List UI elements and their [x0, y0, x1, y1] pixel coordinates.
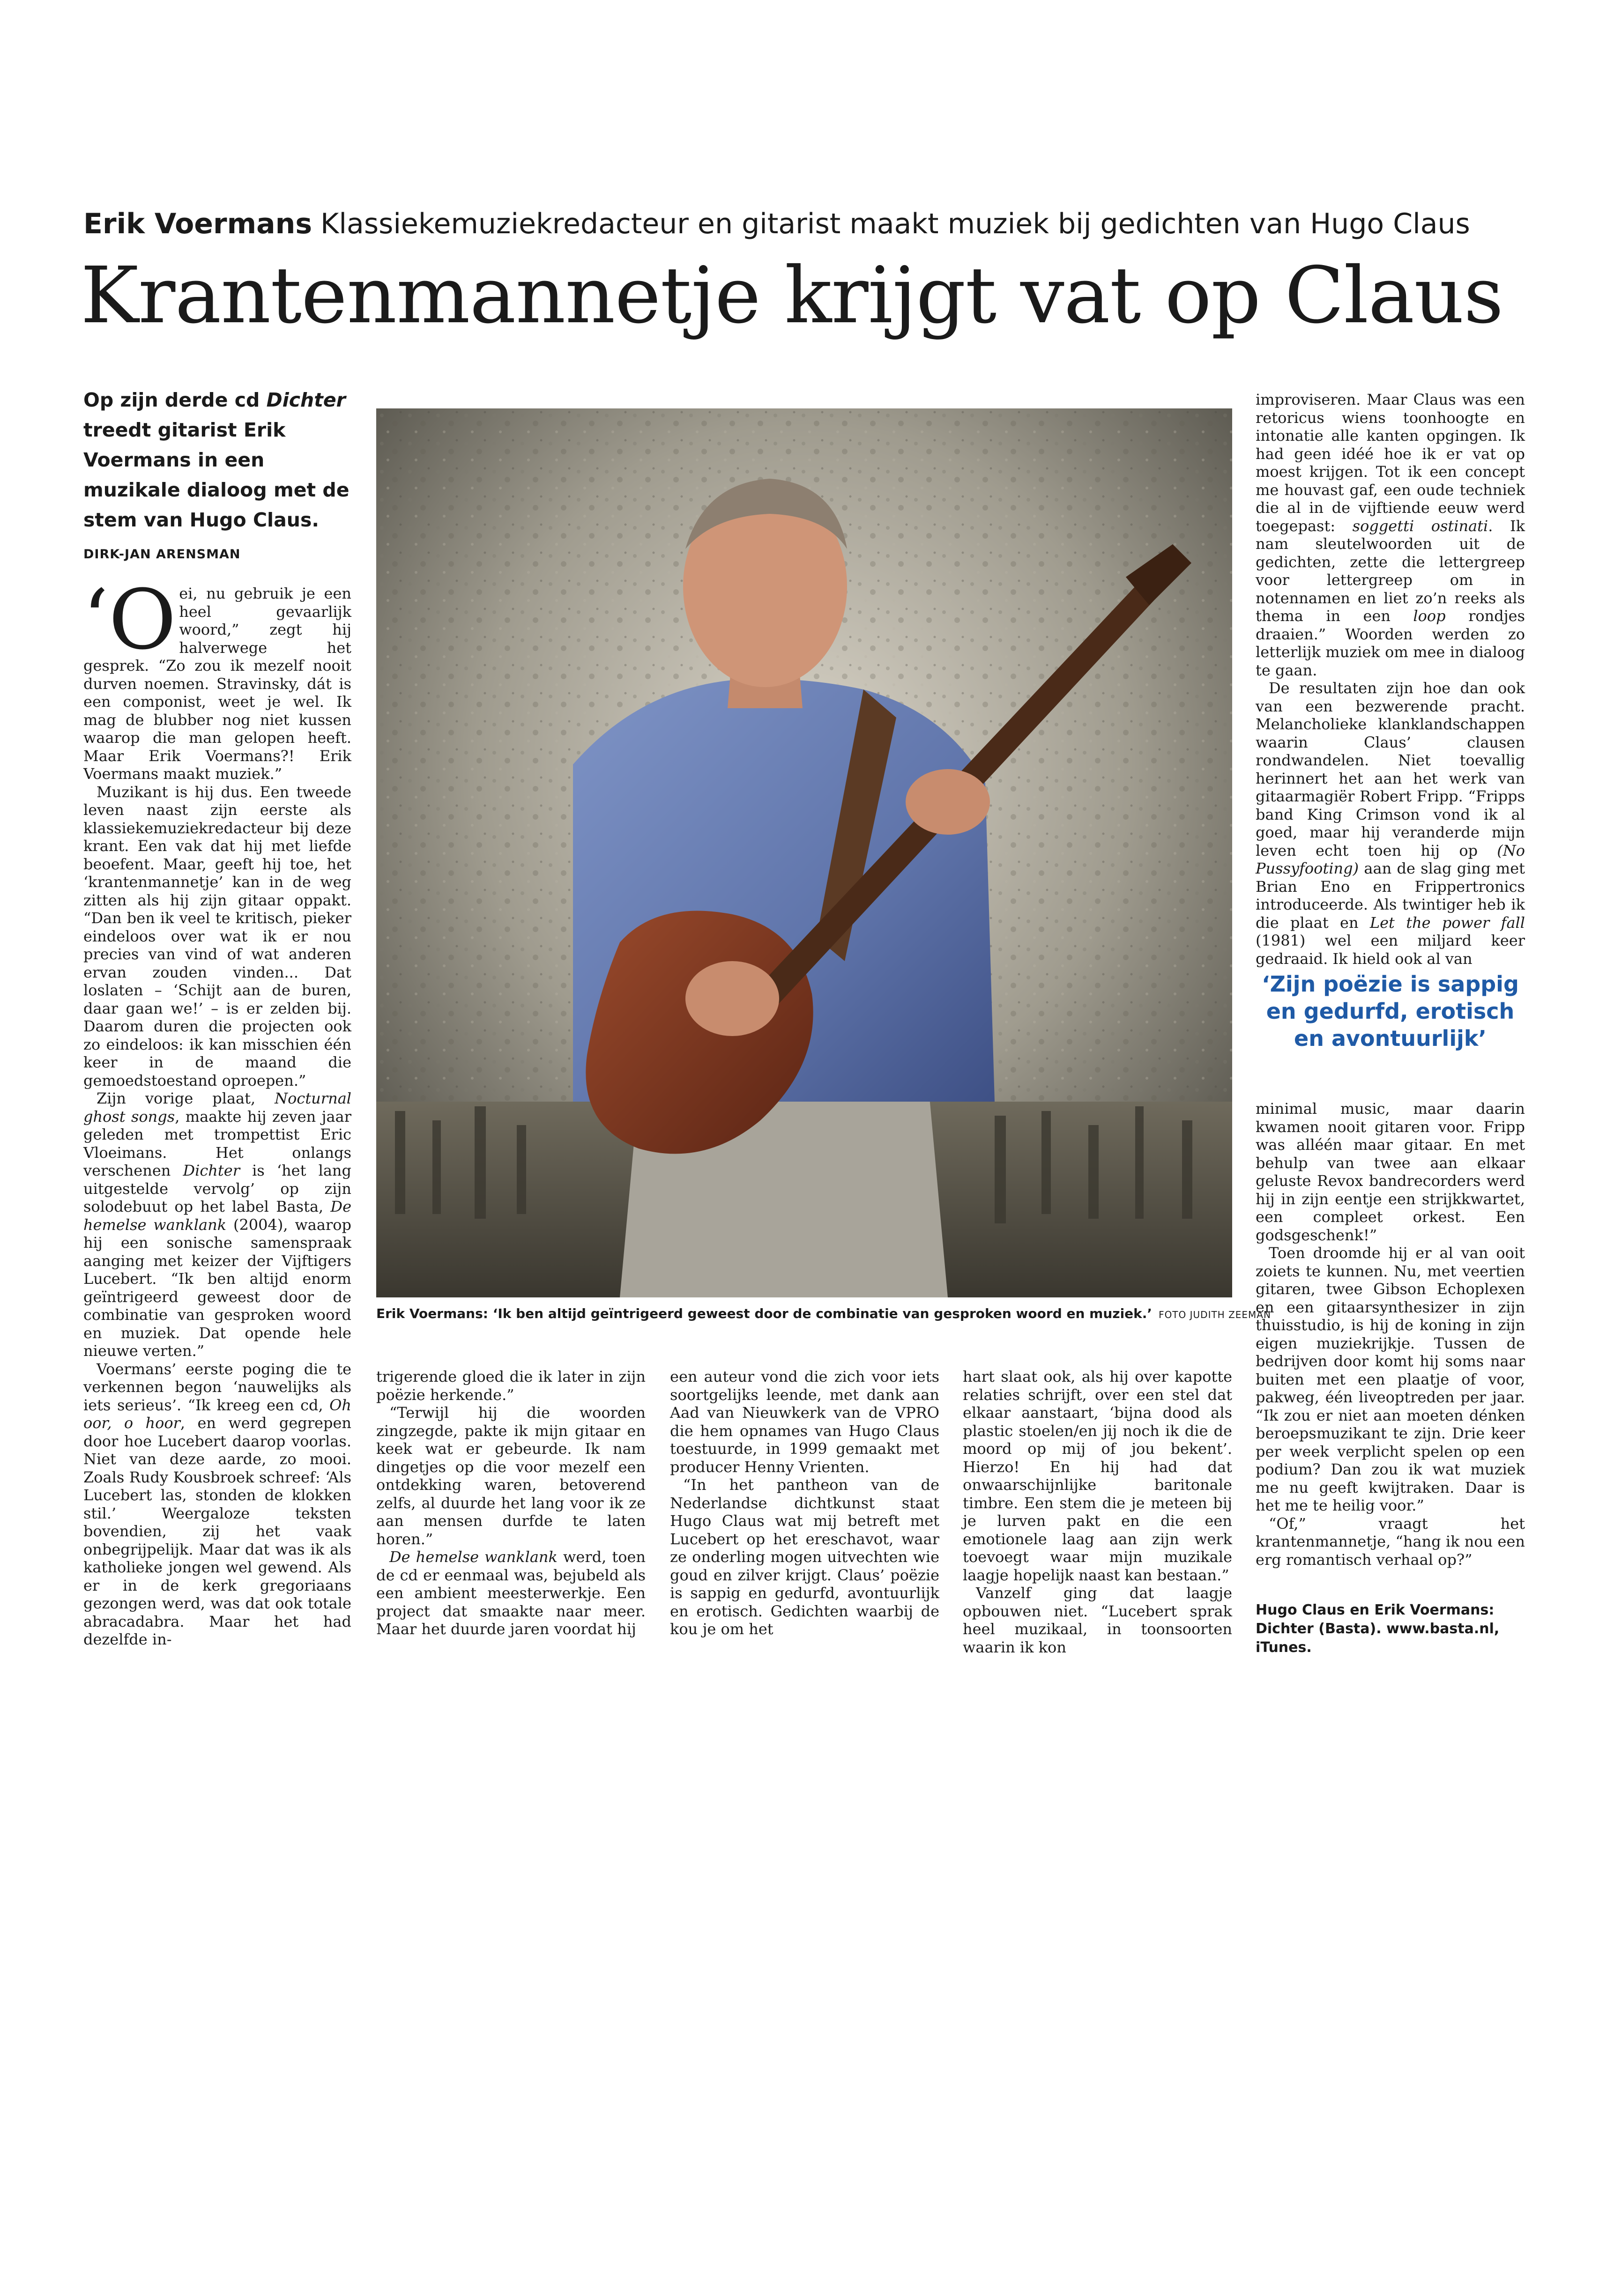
col1-p1: ei, nu gebruik je een heel gevaarlijk woord,” zegt hij halverwege het gesprek. “Zo zou ik mezelf nooit durven noemen. Stravinsky, dát is een componist, weet je wel. Ik mag de blubber nog niet kussen waarop die man gelopen heeft. Maar Erik Voermans?! Erik Voermans maakt muziek.”: [83, 585, 351, 783]
text: . Ik nam sleutelwoorden uit de gedichten, zette die lettergreep voor lettergreep om in notennamen en liet zo’n reeks als thema in een: [1256, 517, 1525, 625]
pull-quote: ‘Zijn poëzie is sappig en gedurfd, erotisch en avontuurlijk’: [1262, 971, 1519, 1051]
photo-erik-voermans: [376, 408, 1232, 1297]
text: Voermans’ eerste poging die te verkennen begon ‘nauwelijks als iets serieus’. “Ik kreeg een cd,: [83, 1360, 351, 1414]
text: (1981) wel een miljard keer gedraaid. Ik hield ook al van: [1256, 932, 1525, 968]
intro: [83, 385, 364, 535]
paragraph: minimal music, maar daarin kwamen nooit gitaren voor. Fripp was alléén maar gitaar. En met behulp van twee aan elkaar geluste Revox bandrecorders werd hij in zijn eentje een strijkkwartet, een compleet orkest. Een godsgeschenk!”: [1256, 1100, 1525, 1244]
caption-text: Erik Voermans: ‘Ik ben altijd geïntrigeerd geweest door de combinatie van gesproken woord en muziek.’: [376, 1306, 1153, 1321]
intro-part1: Op zijn derde cd: [83, 389, 267, 411]
album-title: Nocturnal ghost songs: [83, 1089, 351, 1126]
column-4: [963, 1368, 1232, 1656]
album-title: Oh oor, o hoor: [83, 1396, 351, 1432]
column-2: [376, 1368, 646, 1638]
album-title: De hemelse wanklank: [389, 1548, 558, 1566]
paragraph: trigerende gloed die ik later in zijn poëzie herkende.”: [376, 1368, 646, 1404]
paragraph: [1256, 391, 1525, 679]
paragraph: Toen droomde hij er al van ooit zoiets te kunnen. Nu, met veertien gitaren, twee Gibson Echoplexen en een gitaarsynthesizer in zijn thuisstudio, is hij de koning in zijn eigen muziekrijkje. Tussen de bedrijven door komt hij soms naar buiten met een plaatje of voor, pakweg, één liveoptreden per jaar. “Ik zou er niet aan moeten dénken beroepsmuzikant te zijn. Drie keer per week verplicht spelen op een podium? Dan zou ik wat muziek me nu geeft kwijtraken. Daar is het me te heilig voor.”: [1256, 1244, 1525, 1514]
text: (2004), waarop hij een sonische samenspraak aanging met keizer der Vijftigers Lucebert. “Ik ben altijd enorm geïntrigeerd geweest door de combinatie van gesproken woord en muziek. Dat opende hele nieuwe verten.”: [83, 1215, 351, 1360]
paragraph: [83, 1089, 351, 1360]
photo-caption: [376, 1305, 1271, 1324]
drop-cap: ‘O: [82, 572, 177, 668]
text: Zijn vorige plaat,: [97, 1089, 275, 1107]
column-3: [670, 1368, 939, 1638]
text: is ‘het lang uitgestelde vervolg’ op zijn solodebuut op het label Basta,: [83, 1162, 352, 1215]
photo-illustration: [376, 408, 1232, 1297]
text: werd, toen de cd er eenmaal was, bejubeld als een ambient meesterwerkje. Een project dat smaakte naar meer. Maar het duurde jaren voordat hij: [376, 1548, 646, 1638]
text: , en werd gegrepen door hoe Lucebert daarop voorlas. Niet van deze aarde, zo mooi. Zoals Rudy Kousbroek schreef: ‘Als Lucebert las, stonden de klokken stil.’ Weergaloze teksten bovendien, zij het vaak onbegrijpelijk. Maar dat was ik als katholieke jongen wel gewend. Als er in de kerk gregoriaans gezongen werd, was dat ook totale abracadabra. Maar het had dezelfde in-: [83, 1414, 352, 1648]
intro-part2: treedt gitarist Erik Voermans in een muzikale dialoog met de stem van Hugo Claus.: [83, 419, 350, 531]
paragraph: [376, 1548, 646, 1638]
album-title: Dichter: [183, 1162, 240, 1179]
album-credit: Hugo Claus en Erik Voermans: Dichter (Basta). www.basta.nl, iTunes.: [1256, 1602, 1500, 1656]
paragraph: een auteur vond die zich voor iets soortgelijks leende, met dank aan Aad van Nieuwkerk van de VPRO die hem opnames van Hugo Claus toestuurde, in 1999 gemaakt met producer Henny Vrienten.: [670, 1368, 939, 1476]
photo-credit: FOTO JUDITH ZEEMAN: [1159, 1309, 1271, 1320]
kicker-line: [83, 205, 1526, 243]
text: rondjes draaien.” Woorden werden zo letterlijk muziek om mee in dialoog te gaan.: [1256, 607, 1525, 679]
paragraph: [1256, 679, 1525, 968]
paragraph: “In het pantheon van de Nederlandse dichtkunst staat Hugo Claus wat mij betreft met Lucebert op het ereschavot, waar ze onderling mogen uitvechten wie goud en zilver krijgt. Claus’ poëzie is sappig en gedurfd, avontuurlijk en erotisch. Gedichten waarbij de kou je om het: [670, 1476, 939, 1638]
paragraph: Vanzelf ging dat laagje opbouwen niet. “Lucebert sprak heel muzikaal, in toonsoorten waarin ik kon: [963, 1584, 1232, 1656]
album-title: Let the power fall: [1369, 913, 1525, 932]
column-1: [82, 572, 352, 1649]
kicker-name: Erik Voermans: [83, 207, 312, 240]
byline: DIRK-JAN ARENSMAN: [83, 547, 241, 562]
column-5-continued: [1256, 1100, 1525, 1569]
term: soggetti ostinati: [1352, 517, 1488, 535]
text: , maakte hij zeven jaar geleden met trompettist Eric Vloeimans. Het onlangs verschenen: [83, 1107, 352, 1179]
text: aan de slag ging met Brian Eno en Frippertronics introduceerde. Als twintiger heb ik die plaat en: [1256, 859, 1525, 932]
text: improviseren. Maar Claus was een retoricus wiens toonhoogte en intonatie alle kanten opgingen. Ik had geen idéé hoe ik er vat op moest krijgen. Tot ik een concept me houvast gaf, een oude techniek die al in de vijftiende eeuw werd toegepast:: [1256, 391, 1525, 535]
paragraph: Muzikant is hij dus. Een tweede leven naast zijn eerste als klassiekemuziekredacteur bij deze krant. Een vak dat hij met liefde beoefent. Maar, geeft hij toe, het ‘krantenmannetje’ kan in de weg zitten als hij zijn gitaar oppakt. “Dan ben ik veel te kritisch, pieker eindeloos over wat ik er nou precies van vind of wat anderen ervan zouden vinden... Dat loslaten – ‘Schijt aan de buren, daar gaan we!’ – is er zelden bij. Daarom duren die projecten ook zo eindeloos: ik kan misschien één keer in de maand die gemoedstoestand oproepen.”: [83, 783, 351, 1089]
paragraph: [82, 572, 351, 783]
paragraph: “Terwijl hij die woorden zingzegde, pakte ik mijn gitaar en keek wat er gebeurde. Ik nam dingetjes op die voor mezelf een ontdekking waren, betoverend zelfs, al duurde het lang voor ik ze aan mensen durfde te laten horen.”: [376, 1404, 646, 1548]
term: loop: [1413, 607, 1446, 625]
paragraph: “Of,” vraagt het krantenmannetje, “hang ik nou een erg romantisch verhaal op?”: [1256, 1514, 1525, 1569]
intro-title: Dichter: [266, 389, 346, 411]
paragraph: hart slaat ook, als hij over kapotte relaties schrijft, over een stel dat elkaar aanstaart, ‘bijna dood als plastic stoelen/en jij noch ik die de moord op mij of jou bekent’. Hierzo! En hij had dat onwaarschijnlijke baritonale timbre. Een stem die je meteen bij je lurven pakt en die een emotionele laag aan zijn werk toevoegt waar mijn muzikale laagje hopelijk naast kan bestaan.”: [963, 1368, 1232, 1584]
album-title: (No Pussyfooting): [1256, 841, 1525, 877]
album-title: De hemelse wanklank: [83, 1198, 351, 1234]
kicker-text: Klassiekemuziekredacteur en gitarist maakt muziek bij gedichten van Hugo Claus: [320, 207, 1470, 240]
headline: Krantenmannetje krijgt vat op Claus: [81, 251, 1503, 341]
paragraph: [83, 1360, 351, 1649]
text: De resultaten zijn hoe dan ook van een bezwerende pracht. Melancholieke klanklandschappen waarin Claus’ clausen rondwandelen. Niet toevallig herinnert het aan het werk van gitaarmagiër Robert Fripp. “Fripps band King Crimson vond ik al goed, maar hij veranderde mijn leven echt toen hij op: [1256, 679, 1525, 859]
column-5: [1256, 391, 1525, 968]
